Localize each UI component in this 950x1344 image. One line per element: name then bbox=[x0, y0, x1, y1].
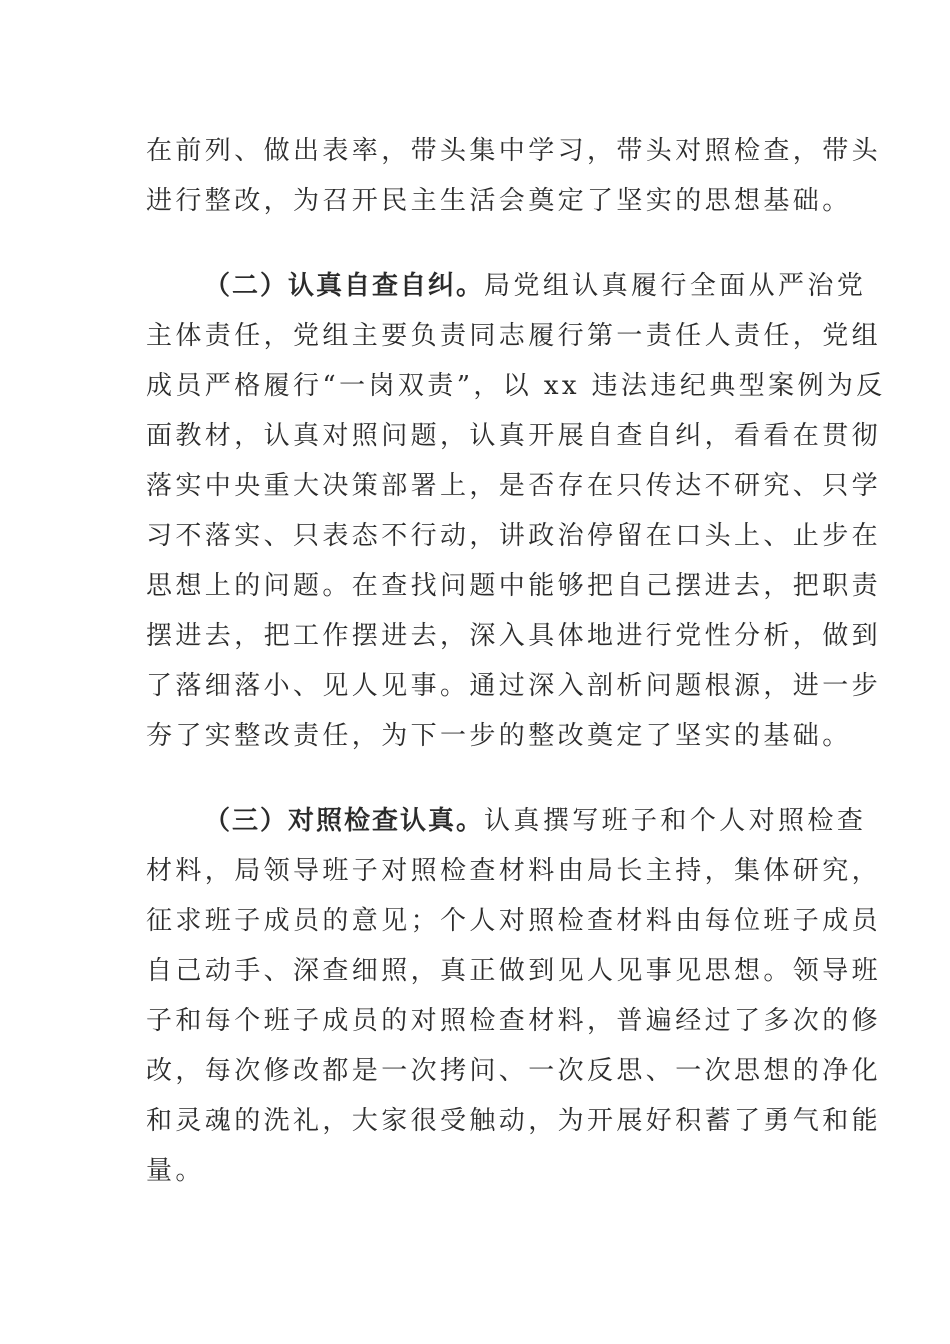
section-3-first-line bbox=[204, 803, 867, 839]
paragraph-line: 征求班子成员的意见；个人对照检查材料由每位班子成员 bbox=[146, 906, 882, 936]
paragraph-line: 和灵魂的洗礼，大家很受触动，为开展好积蓄了勇气和能 bbox=[146, 1106, 882, 1136]
section-2-heading: （二）认真自查自纠。 bbox=[204, 271, 485, 301]
section-2-first-line-text: 局党组认真履行全面从严治党 bbox=[484, 271, 867, 301]
paragraph-line: 习不落实、只表态不行动，讲政治停留在口头上、止步在 bbox=[146, 521, 882, 551]
paragraph-line: 自己动手、深查细照，真正做到见人见事见思想。领导班 bbox=[146, 956, 882, 986]
paragraph-line: 进行整改，为召开民主生活会奠定了坚实的思想基础。 bbox=[146, 186, 852, 216]
paragraph-line: 夯了实整改责任，为下一步的整改奠定了坚实的基础。 bbox=[146, 721, 852, 751]
section-2-first-line bbox=[204, 268, 867, 304]
paragraph-line: 了落细落小、见人见事。通过深入剖析问题根源，进一步 bbox=[146, 671, 882, 701]
paragraph-line: 量。 bbox=[146, 1156, 205, 1186]
paragraph-line: 成员严格履行“一岗双责”，以 xx 违法违纪典型案例为反 bbox=[146, 371, 886, 401]
paragraph-line: 在前列、做出表率，带头集中学习，带头对照检查，带头 bbox=[146, 136, 882, 166]
section-3-first-line-text: 认真撰写班子和个人对照检查 bbox=[484, 806, 867, 836]
paragraph-line: 子和每个班子成员的对照检查材料，普遍经过了多次的修 bbox=[146, 1006, 882, 1036]
paragraph-line: 改，每次修改都是一次拷问、一次反思、一次思想的净化 bbox=[146, 1056, 882, 1086]
paragraph-line: 摆进去，把工作摆进去，深入具体地进行党性分析，做到 bbox=[146, 621, 882, 651]
paragraph-line: 面教材，认真对照问题，认真开展自查自纠，看看在贯彻 bbox=[146, 421, 882, 451]
paragraph-line: 落实中央重大决策部署上，是否存在只传达不研究、只学 bbox=[146, 471, 882, 501]
paragraph-line: 材料，局领导班子对照检查材料由局长主持，集体研究， bbox=[146, 856, 882, 886]
paragraph-line: 思想上的问题。在查找问题中能够把自己摆进去，把职责 bbox=[146, 571, 882, 601]
section-3-heading: （三）对照检查认真。 bbox=[204, 806, 485, 836]
paragraph-line: 主体责任，党组主要负责同志履行第一责任人责任，党组 bbox=[146, 321, 882, 351]
